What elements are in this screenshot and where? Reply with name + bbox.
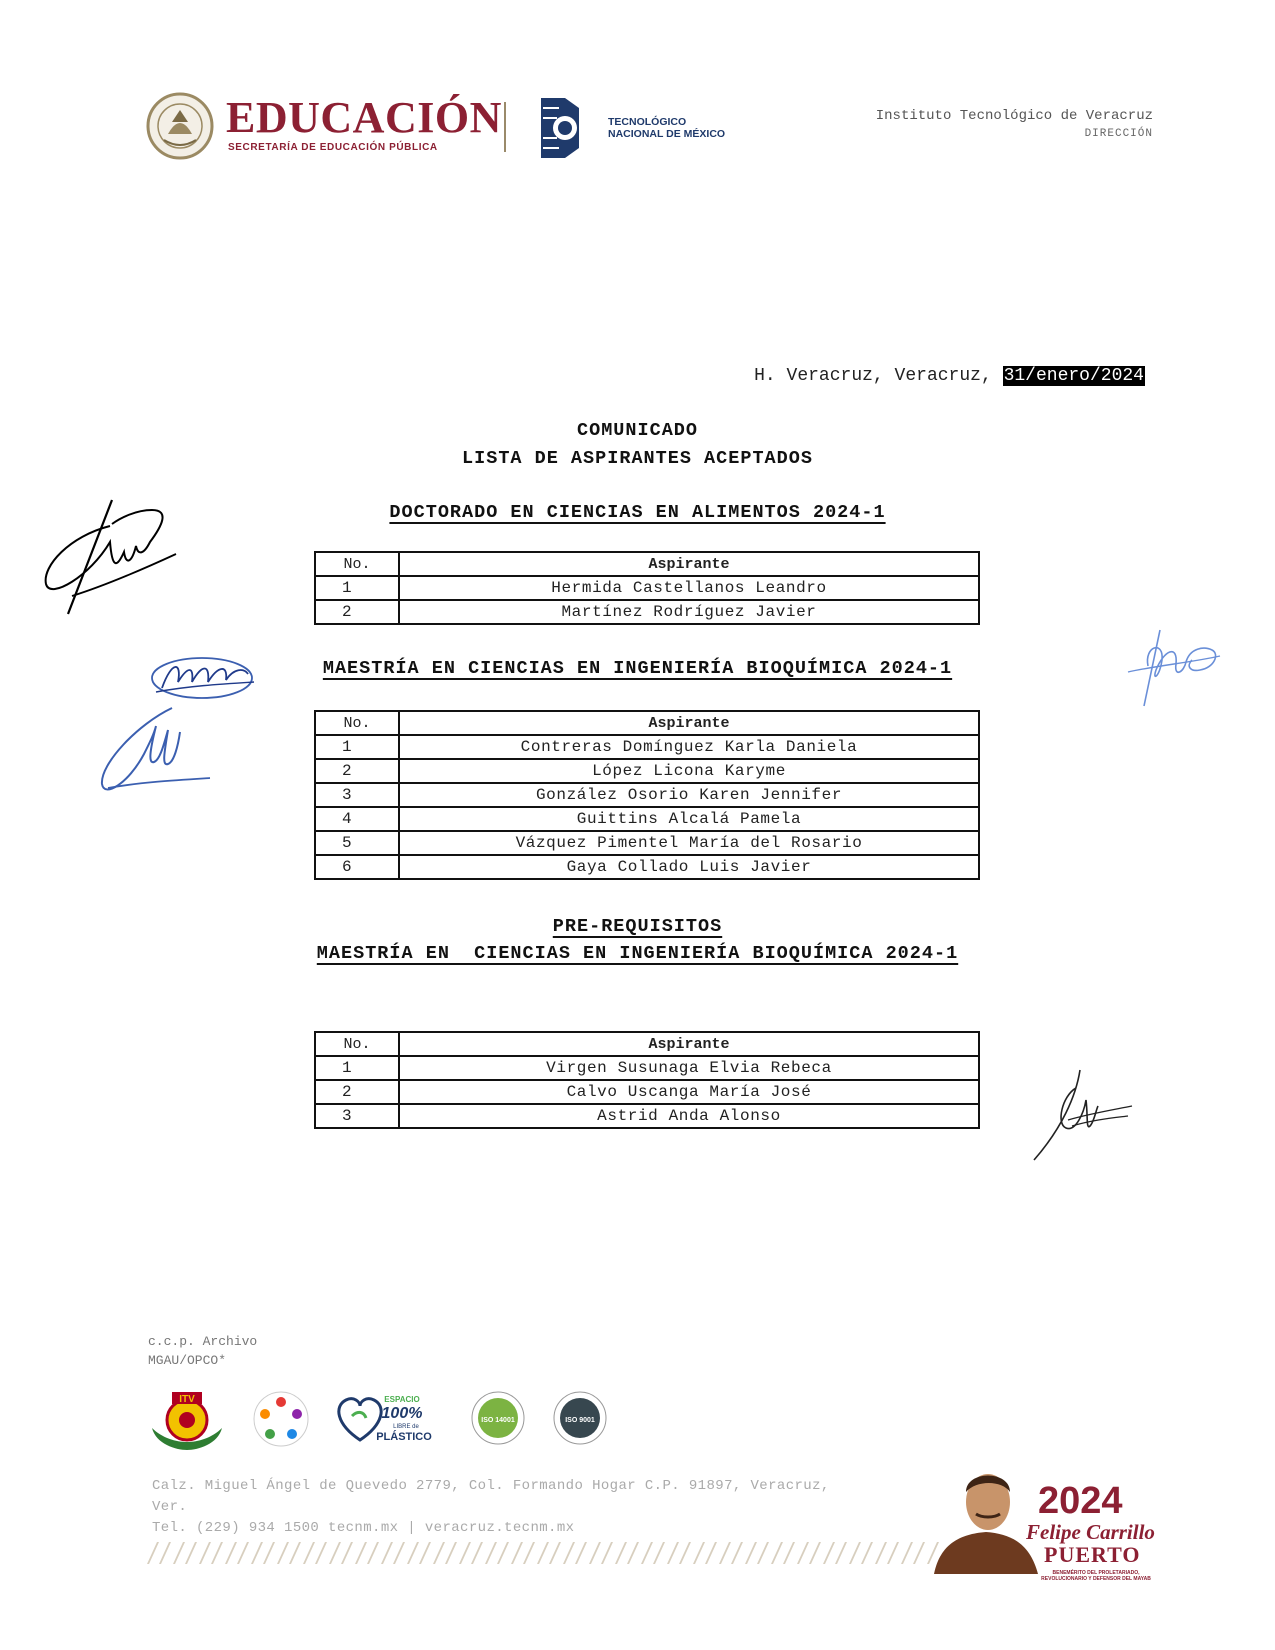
table-header-row [315, 711, 979, 735]
row-number: 2 [315, 600, 399, 624]
row-number: 1 [315, 1056, 399, 1080]
year-name-line-2: PUERTO [1044, 1542, 1141, 1567]
address-line-2: Ver. [152, 1499, 188, 1515]
date-place: H. Veracruz, Veracruz, [754, 366, 1003, 386]
section-pre-heading: PRE-REQUISITOS [552, 916, 723, 937]
row-number: 1 [315, 735, 399, 759]
tecnm-line-2: NACIONAL DE MÉXICO [608, 128, 726, 140]
ccp-line-2: MGAU/OPCO* [148, 1353, 227, 1368]
iso-14001-logo [470, 1388, 526, 1448]
applicant-name: Guittins Alcalá Pamela [399, 807, 979, 831]
date-value: 31/enero/2024 [1003, 366, 1144, 386]
iso-9001-label: ISO 9001 [565, 1417, 595, 1424]
address-line-1: Calz. Miguel Ángel de Quevedo 2779, Col. Formando Hogar C.P. 91897, Veracruz, [152, 1478, 830, 1494]
plastic-free-line-3: LIBRE de [393, 1424, 419, 1430]
institution-name: Instituto Tecnológico de Veracruz [875, 108, 1153, 124]
table-row [315, 855, 979, 879]
table-row [315, 783, 979, 807]
col-no-header: No. [315, 1032, 399, 1056]
table-doctorado [314, 551, 980, 625]
ccp-line-1: c.c.p. Archivo [148, 1334, 258, 1349]
section-heading-prerequisitos: MAESTRÍA EN CIENCIAS EN INGENIERÍA BIOQUÍMICA 2024-1 [316, 943, 959, 964]
row-number: 4 [315, 807, 399, 831]
agency-title: EDUCACIÓN [226, 93, 502, 142]
iso-14001-label: ISO 14001 [481, 1417, 515, 1424]
applicant-name: Gaya Collado Luis Javier [399, 855, 979, 879]
col-no-header: No. [315, 552, 399, 576]
table-row [315, 1080, 979, 1104]
section-heading-maestria: MAESTRÍA EN CIENCIAS EN INGENIERÍA BIOQUÍMICA 2024-1 [322, 658, 953, 679]
signature-black-2 [1032, 1066, 1136, 1164]
tecnm-line-1: TECNOLÓGICO [608, 116, 687, 128]
footer-pattern [145, 1540, 945, 1566]
signature-blue-2 [98, 704, 214, 796]
address-line-3: Tel. (229) 934 1500 tecnm.mx | veracruz.tecnm.mx [152, 1520, 575, 1536]
plastic-free-line-2: 100% [381, 1405, 423, 1422]
communique-subtitle: LISTA DE ASPIRANTES ACEPTADOS [462, 448, 813, 469]
section-heading-doctorado: DOCTORADO EN CIENCIAS EN ALIMENTOS 2024-1 [389, 502, 886, 523]
row-number: 5 [315, 831, 399, 855]
table-row [315, 759, 979, 783]
applicant-name: Calvo Uscanga María José [399, 1080, 979, 1104]
table-row [315, 807, 979, 831]
applicant-name: Vázquez Pimentel María del Rosario [399, 831, 979, 855]
col-name-header: Aspirante [399, 552, 979, 576]
header-divider [504, 102, 506, 152]
plastic-free-line-1: ESPACIO [384, 1395, 420, 1404]
plastic-free-line-4: PLÁSTICO [376, 1431, 432, 1443]
table-row [315, 576, 979, 600]
col-no-header: No. [315, 711, 399, 735]
gender-equality-logo [252, 1390, 310, 1448]
itv-logo-label: ITV [179, 1394, 195, 1405]
row-number: 6 [315, 855, 399, 879]
applicant-name: Virgen Susunaga Elvia Rebeca [399, 1056, 979, 1080]
row-number: 2 [315, 1080, 399, 1104]
itv-logo [146, 1388, 228, 1452]
address-block [152, 1476, 932, 1539]
table-row [315, 600, 979, 624]
year-2024: 2024 [1038, 1480, 1123, 1522]
agency-subtitle: SECRETARÍA DE EDUCACIÓN PÚBLICA [228, 142, 438, 153]
applicant-name: Martínez Rodríguez Javier [399, 600, 979, 624]
communique-title: COMUNICADO [576, 420, 699, 441]
signature-black-1 [40, 496, 180, 616]
national-seal-logo [146, 92, 214, 160]
col-name-header: Aspirante [399, 711, 979, 735]
table-header-row [315, 1032, 979, 1056]
signature-blue-3 [1124, 626, 1224, 710]
applicant-name: Astrid Anda Alonso [399, 1104, 979, 1128]
table-row [315, 831, 979, 855]
table-prerequisitos [314, 1031, 980, 1129]
felipe-carrillo-portrait [930, 1462, 1042, 1574]
table-maestria [314, 710, 980, 880]
year-name-line-1: Felipe Carrillo [1026, 1520, 1155, 1544]
row-number: 1 [315, 576, 399, 600]
iso-9001-logo [552, 1388, 608, 1448]
plastic-free-logo [332, 1388, 436, 1446]
table-header-row [315, 552, 979, 576]
row-number: 3 [315, 783, 399, 807]
row-number: 2 [315, 759, 399, 783]
department-name: DIRECCIÓN [1084, 128, 1153, 140]
table-row [315, 735, 979, 759]
tecnm-logo-icon [535, 94, 585, 162]
date-line [754, 366, 1145, 386]
applicant-name: López Licona Karyme [399, 759, 979, 783]
row-number: 3 [315, 1104, 399, 1128]
table-row [315, 1056, 979, 1080]
table-row [315, 1104, 979, 1128]
applicant-name: González Osorio Karen Jennifer [399, 783, 979, 807]
tecnm-name [608, 116, 725, 140]
col-name-header: Aspirante [399, 1032, 979, 1056]
year-caption: BENEMÉRITO DEL PROLETARIADO, REVOLUCIONARIO Y DEFENSOR DEL MAYAB [1041, 1570, 1151, 1582]
signature-blue-stamp [148, 652, 258, 704]
applicant-name: Contreras Domínguez Karla Daniela [399, 735, 979, 759]
ccp-block [148, 1332, 257, 1370]
applicant-name: Hermida Castellanos Leandro [399, 576, 979, 600]
